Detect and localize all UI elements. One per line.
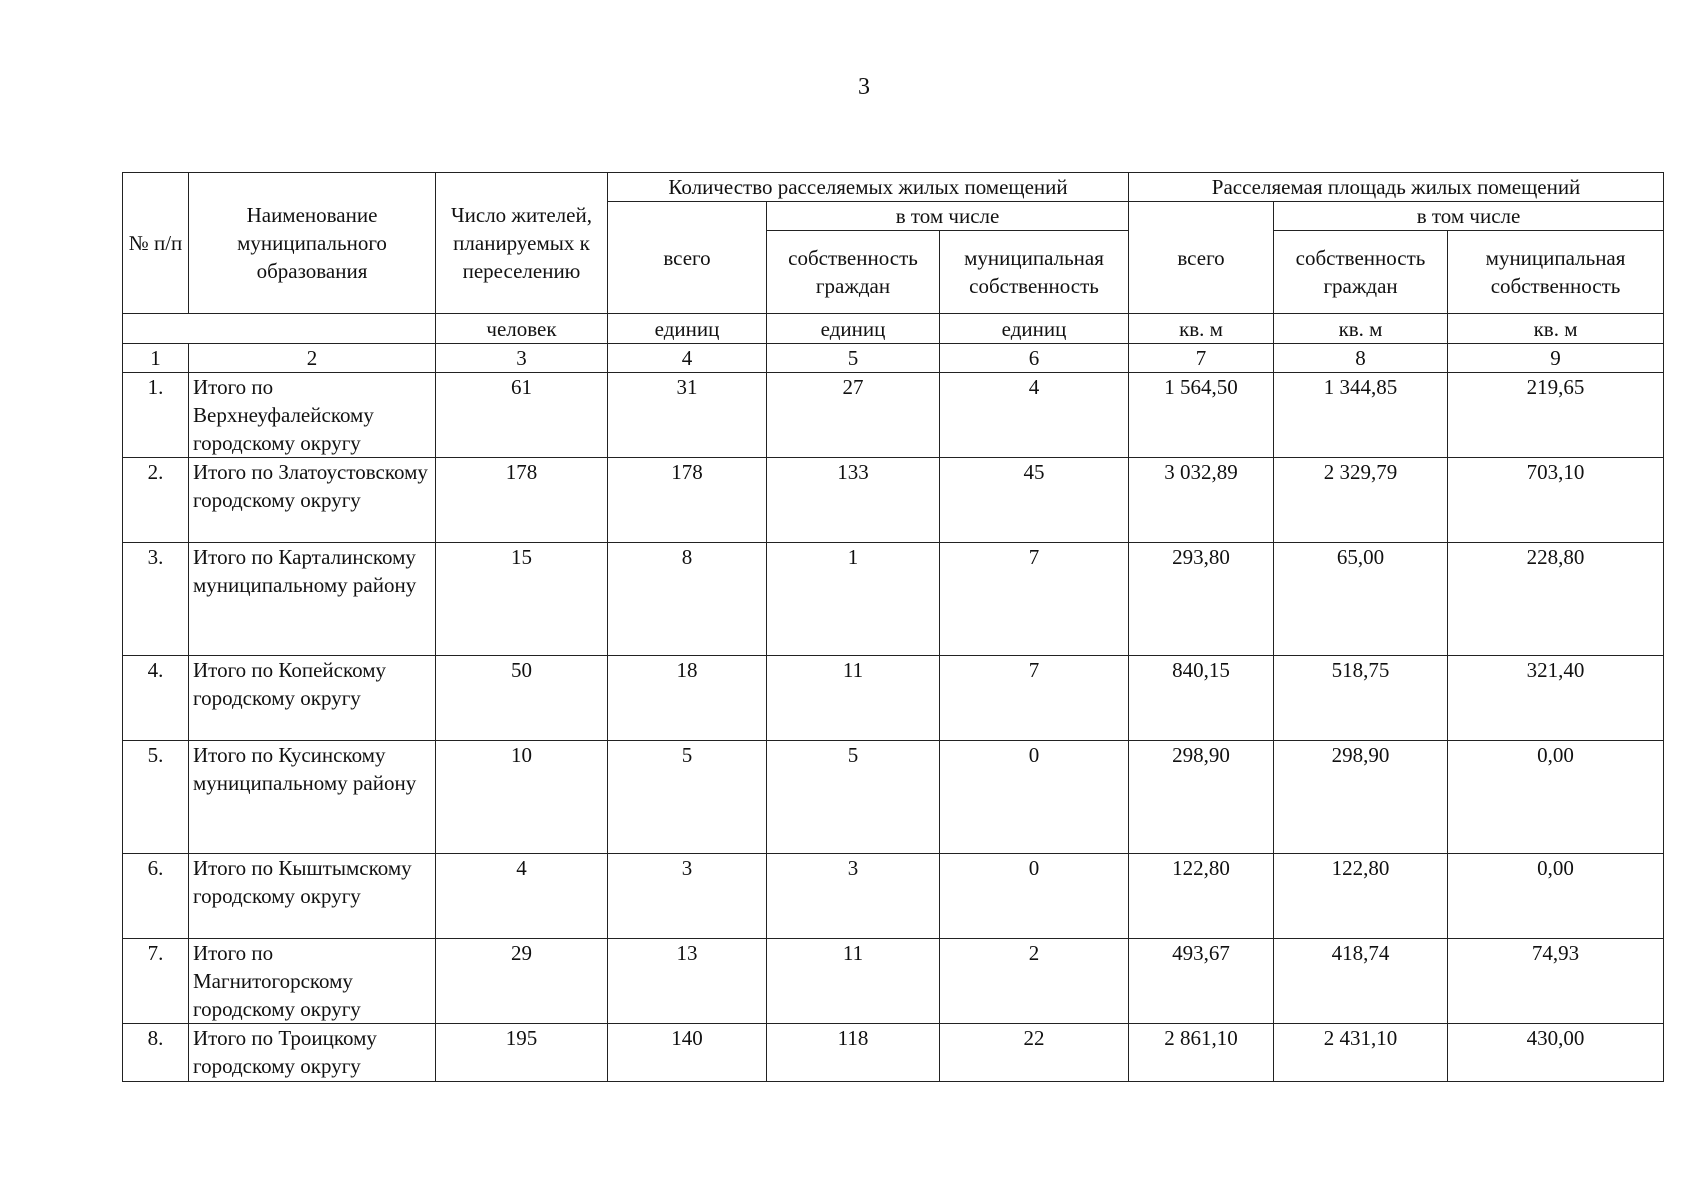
municipality-name: Итого по Копейскому городскому округу [189,656,436,741]
residents-value: 61 [436,373,608,458]
area-municipal-value: 703,10 [1448,458,1664,543]
area-municipal-value: 430,00 [1448,1024,1664,1082]
count-citizens-value: 1 [767,543,940,656]
table-row [123,543,1664,656]
count-total-value: 18 [608,656,767,741]
table-row [123,373,1664,458]
column-number: 4 [608,344,767,373]
count-total-value: 3 [608,854,767,939]
unit-cell: единиц [940,314,1129,344]
row-number: 5. [123,741,189,854]
header-residents: Число жителей, планируемых к переселению [436,173,608,314]
row-number: 1. [123,373,189,458]
count-municipal-value: 4 [940,373,1129,458]
count-total-value: 8 [608,543,767,656]
count-total-value: 5 [608,741,767,854]
header-dwellings-count: Количество расселяемых жилых помещений [608,173,1129,202]
residents-value: 15 [436,543,608,656]
header-area-including: в том числе [1274,202,1664,231]
units-row [123,314,1664,344]
count-municipal-value: 0 [940,854,1129,939]
municipality-name: Итого по Златоустовскому городскому округу [189,458,436,543]
row-number: 2. [123,458,189,543]
count-municipal-value: 7 [940,543,1129,656]
header-row-number: № п/п [123,173,189,314]
table-row [123,1024,1664,1082]
header-dwellings-area: Расселяемая площадь жилых помещений [1129,173,1664,202]
column-number: 1 [123,344,189,373]
residents-value: 50 [436,656,608,741]
area-total-value: 293,80 [1129,543,1274,656]
municipality-name: Итого по Магнитогорскому городскому округу [189,939,436,1024]
count-total-value: 31 [608,373,767,458]
page-number: 3 [858,74,870,100]
unit-cell: человек [436,314,608,344]
table-row [123,458,1664,543]
residents-value: 178 [436,458,608,543]
area-total-value: 493,67 [1129,939,1274,1024]
table-row [123,656,1664,741]
header-municipality-name: Наименование муниципального образования [189,173,436,314]
header-count-total: всего [608,202,767,314]
row-number: 8. [123,1024,189,1082]
area-citizens-value: 122,80 [1274,854,1448,939]
municipality-name: Итого по Кыштымскому городскому округу [189,854,436,939]
header-count-municipal: муниципальная собственность [940,231,1129,314]
count-citizens-value: 118 [767,1024,940,1082]
area-citizens-value: 298,90 [1274,741,1448,854]
header-count-including: в том числе [767,202,1129,231]
area-total-value: 122,80 [1129,854,1274,939]
area-municipal-value: 0,00 [1448,741,1664,854]
municipality-name: Итого по Кусинскому муниципальному району [189,741,436,854]
header-area-citizens: собственность граждан [1274,231,1448,314]
count-municipal-value: 0 [940,741,1129,854]
area-citizens-value: 65,00 [1274,543,1448,656]
area-municipal-value: 228,80 [1448,543,1664,656]
table-row [123,939,1664,1024]
residents-value: 10 [436,741,608,854]
column-numbers-row [123,344,1664,373]
residents-value: 29 [436,939,608,1024]
count-municipal-value: 45 [940,458,1129,543]
area-citizens-value: 2 329,79 [1274,458,1448,543]
header-area-municipal: муниципальная собственность [1448,231,1664,314]
table-row [123,741,1664,854]
table-row [123,854,1664,939]
count-citizens-value: 27 [767,373,940,458]
unit-cell: единиц [608,314,767,344]
resettlement-table [122,172,1664,1082]
area-municipal-value: 74,93 [1448,939,1664,1024]
count-citizens-value: 133 [767,458,940,543]
row-number: 4. [123,656,189,741]
area-total-value: 2 861,10 [1129,1024,1274,1082]
column-number: 9 [1448,344,1664,373]
count-citizens-value: 11 [767,939,940,1024]
row-number: 3. [123,543,189,656]
column-number: 7 [1129,344,1274,373]
unit-cell: единиц [767,314,940,344]
count-citizens-value: 11 [767,656,940,741]
municipality-name: Итого по Карталинскому муниципальному району [189,543,436,656]
residents-value: 195 [436,1024,608,1082]
count-municipal-value: 7 [940,656,1129,741]
area-municipal-value: 0,00 [1448,854,1664,939]
count-citizens-value: 3 [767,854,940,939]
units-blank [123,314,436,344]
area-municipal-value: 219,65 [1448,373,1664,458]
count-citizens-value: 5 [767,741,940,854]
column-number: 2 [189,344,436,373]
unit-cell: кв. м [1448,314,1664,344]
area-total-value: 1 564,50 [1129,373,1274,458]
municipality-name: Итого по Верхнеуфалейскому городскому округу [189,373,436,458]
residents-value: 4 [436,854,608,939]
area-citizens-value: 2 431,10 [1274,1024,1448,1082]
count-total-value: 178 [608,458,767,543]
column-number: 5 [767,344,940,373]
area-citizens-value: 518,75 [1274,656,1448,741]
count-municipal-value: 2 [940,939,1129,1024]
column-number: 3 [436,344,608,373]
column-number: 6 [940,344,1129,373]
area-total-value: 840,15 [1129,656,1274,741]
area-citizens-value: 418,74 [1274,939,1448,1024]
count-total-value: 140 [608,1024,767,1082]
header-count-citizens: собственность граждан [767,231,940,314]
header-area-total: всего [1129,202,1274,314]
count-municipal-value: 22 [940,1024,1129,1082]
area-municipal-value: 321,40 [1448,656,1664,741]
unit-cell: кв. м [1129,314,1274,344]
row-number: 6. [123,854,189,939]
area-total-value: 298,90 [1129,741,1274,854]
municipality-name: Итого по Троицкому городскому округу [189,1024,436,1082]
area-total-value: 3 032,89 [1129,458,1274,543]
row-number: 7. [123,939,189,1024]
count-total-value: 13 [608,939,767,1024]
unit-cell: кв. м [1274,314,1448,344]
area-citizens-value: 1 344,85 [1274,373,1448,458]
column-number: 8 [1274,344,1448,373]
